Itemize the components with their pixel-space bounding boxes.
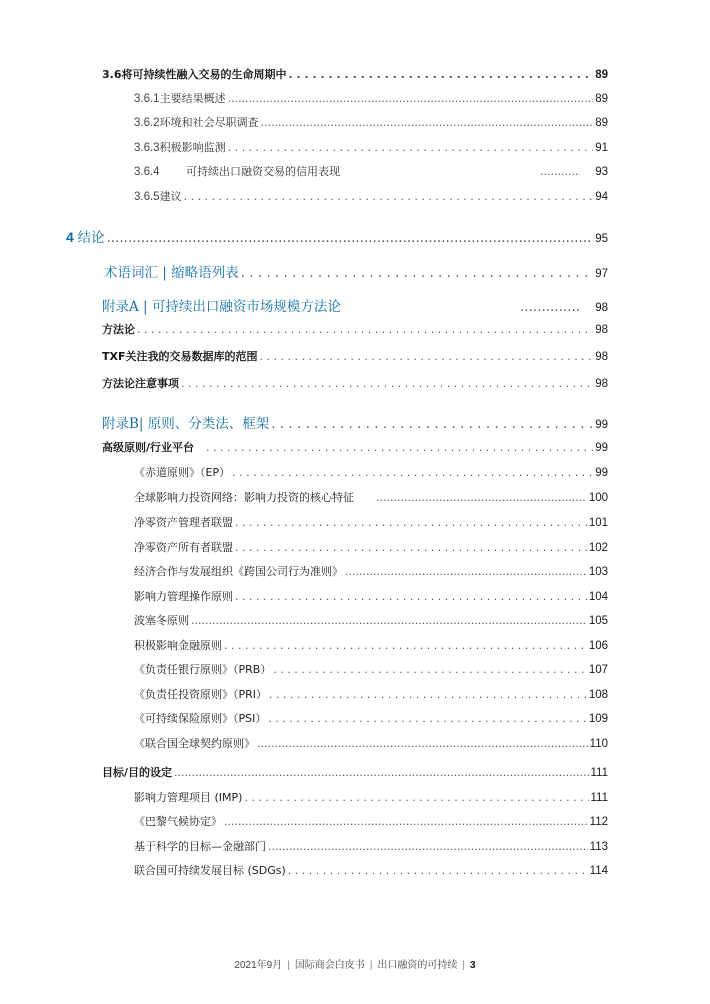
page-number: 89: [595, 93, 608, 105]
dot-leader: [244, 791, 588, 804]
page-number: 109: [588, 713, 608, 725]
dot-leader: [269, 688, 587, 701]
toc-entry-3-6-1[interactable]: [0, 90, 710, 106]
dot-leader: [376, 491, 587, 504]
dot-leader: [184, 190, 594, 203]
toc-entry-3-6[interactable]: [0, 66, 710, 82]
heading-title: 方法论注意事项: [102, 377, 179, 390]
section-title: 将可持续性融入交易的生命周期中: [121, 68, 287, 81]
toc-entry-opim[interactable]: [0, 588, 710, 604]
toc-entry-3-6-4[interactable]: [0, 163, 710, 179]
toc-entry-pif[interactable]: [0, 637, 710, 653]
dot-leader: [228, 141, 594, 154]
entry-title: 《负责任投资原则》（PRI）: [134, 688, 268, 701]
toc-entry-oecd[interactable]: [0, 563, 710, 579]
page-number: 108: [588, 689, 608, 701]
entry-title: 净零资产所有者联盟: [134, 541, 233, 554]
toc-entry-chapter-4[interactable]: [0, 226, 710, 246]
entry-title: 积极影响金融原则: [134, 639, 222, 652]
entry-title: 全球影响力投资网络：影响力投资的核心特征: [134, 491, 354, 504]
dot-leader: [268, 712, 586, 725]
footer-title: 出口融资的可持续: [377, 960, 458, 971]
entry-title: 影响力管理项目 (IMP): [134, 791, 243, 804]
dot-leader: [261, 116, 594, 129]
dot-leader: [288, 864, 588, 877]
section-number: 3.6: [102, 68, 122, 81]
toc-entry-txf-scope[interactable]: [0, 348, 710, 364]
section-number: 3.6.5: [134, 191, 160, 203]
page-number: 98: [595, 378, 608, 390]
page-footer: [0, 956, 710, 971]
dot-leader: [235, 590, 587, 603]
page-number: 98: [595, 302, 608, 314]
section-number: 3.6.4: [134, 166, 160, 178]
toc-entry-3-6-3[interactable]: [0, 139, 710, 155]
dot-leader: [191, 614, 587, 627]
page-number: 101: [588, 517, 608, 529]
toc-entry-method-notes[interactable]: [0, 375, 710, 391]
entry-title: 影响力管理操作原则: [134, 590, 233, 603]
section-title: 积极影响监测: [159, 141, 226, 154]
toc-entry-prb[interactable]: [0, 661, 710, 677]
entry-title: 《可持续保险原则》（PSI）: [134, 712, 267, 725]
page-number: 105: [588, 615, 608, 627]
heading-title: 目标/目的设定: [102, 766, 173, 779]
dot-leader: [224, 815, 588, 828]
toc-entry-psi[interactable]: [0, 710, 710, 726]
dot-leader: [257, 737, 588, 750]
page-number: 98: [595, 324, 608, 336]
page-number: 91: [595, 142, 608, 154]
page-number: 103: [588, 566, 608, 578]
dot-leader: [206, 441, 593, 454]
toc-entry-paris[interactable]: [0, 813, 710, 829]
toc-entry-poseidon[interactable]: [0, 612, 710, 628]
toc-entry-goals[interactable]: [0, 764, 710, 780]
footer-divider: |: [369, 960, 373, 971]
dot-leader: [106, 230, 593, 246]
toc-entry-sbt[interactable]: [0, 838, 710, 854]
toc-entry-pri[interactable]: [0, 686, 710, 702]
dot-leader: [137, 323, 593, 336]
section-title: 主要结果概述: [159, 92, 226, 105]
toc-entry-high-level[interactable]: [0, 439, 710, 455]
footer-page-number: 3: [470, 960, 476, 971]
toc-entry-3-6-5[interactable]: [0, 188, 710, 204]
entry-title: 经济合作与发展组织《跨国公司行为准则》: [134, 565, 343, 578]
toc-entry-methodology[interactable]: [0, 321, 710, 337]
dot-leader: [540, 165, 580, 178]
section-title: 建议: [159, 190, 182, 203]
page-number: 111: [590, 792, 608, 804]
entry-title: 波塞冬原则: [134, 614, 189, 627]
dot-leader: [232, 466, 593, 479]
toc-entry-nzaoa[interactable]: [0, 539, 710, 555]
section-number: 3.6.2: [134, 117, 160, 129]
entry-title: 《赤道原则》（EP）: [134, 466, 231, 479]
page-number: 99: [595, 419, 608, 431]
chapter-title: 结论: [77, 230, 105, 246]
section-title: 环境和社会尽职调查: [159, 116, 259, 129]
dot-leader: [273, 663, 586, 676]
dot-leader: [271, 416, 593, 432]
section-number: 3.6.1: [134, 93, 160, 105]
toc-entry-ungc[interactable]: [0, 735, 710, 751]
chapter-title: 附录B| 原则、分类法、框架: [102, 416, 270, 432]
page-number: 89: [595, 117, 608, 129]
dot-leader: [520, 299, 580, 315]
entry-title: 《巴黎气候协定》: [134, 815, 222, 828]
dot-leader: [228, 92, 594, 105]
entry-title: 联合国可持续发展目标 (SDGs): [134, 864, 286, 877]
entry-title: 《负责任银行原则》（PRB）: [134, 663, 272, 676]
footer-divider: |: [287, 960, 290, 971]
footer-date: 2021年9月: [234, 960, 283, 971]
page-number: 113: [589, 841, 608, 853]
page-number: 98: [595, 351, 608, 363]
toc-entry-appendix-a[interactable]: [0, 295, 710, 315]
chapter-title: 术语词汇 | 缩略语列表: [104, 265, 239, 281]
toc-entry-glossary[interactable]: [0, 261, 710, 281]
section-number: 3.6.3: [134, 142, 160, 154]
heading-title: 高级原则/行业平台: [102, 441, 195, 454]
dot-leader: [181, 377, 593, 390]
page-number: 89: [595, 69, 608, 81]
page-number: 97: [595, 268, 608, 280]
toc-entry-imp[interactable]: [0, 789, 710, 805]
toc-entry-3-6-2[interactable]: [0, 114, 710, 130]
toc-entry-nzam[interactable]: [0, 514, 710, 530]
page-number: 94: [595, 191, 608, 203]
dot-leader: [174, 766, 588, 779]
dot-leader: [241, 265, 594, 281]
entry-title: 基于科学的目标—金融部门: [134, 840, 266, 853]
page-number: 95: [595, 233, 608, 245]
dot-leader: [235, 516, 587, 529]
dot-leader: [345, 565, 587, 578]
page-number: 104: [588, 591, 608, 603]
page-number: 106: [588, 640, 608, 652]
page-number: 112: [589, 816, 608, 828]
heading-title: 方法论: [102, 323, 135, 336]
footer-publisher: 国际商会白皮书: [294, 960, 365, 971]
dot-leader: [224, 639, 587, 652]
heading-title: TXF关注我的交易数据库的范围: [102, 350, 258, 363]
page-number: 99: [595, 442, 608, 454]
page-number: 107: [588, 664, 608, 676]
dot-leader: [260, 350, 594, 363]
toc-entry-giin[interactable]: [0, 489, 710, 505]
entry-title: 净零资产管理者联盟: [134, 516, 233, 529]
page-number: 102: [588, 542, 608, 554]
page-number: 110: [589, 738, 608, 750]
page-number: 114: [589, 865, 608, 877]
footer-divider: |: [462, 960, 466, 971]
page-number: 99: [595, 467, 608, 479]
entry-title: 《联合国全球契约原则》: [134, 737, 255, 750]
dot-leader: [235, 541, 587, 554]
toc-entry-ep[interactable]: [0, 464, 710, 480]
chapter-number: 4: [66, 229, 74, 245]
page-number: 93: [595, 166, 608, 178]
toc-entry-sdgs[interactable]: [0, 862, 710, 878]
toc-entry-appendix-b[interactable]: [0, 412, 710, 432]
dot-leader: [289, 68, 594, 81]
page-number: 111: [590, 767, 608, 779]
dot-leader: [268, 840, 588, 853]
chapter-title: 附录A | 可持续出口融资市场规模方法论: [102, 299, 341, 315]
page-number: 100: [588, 492, 608, 504]
section-title: 可持续出口融资交易的信用表现: [186, 165, 340, 178]
